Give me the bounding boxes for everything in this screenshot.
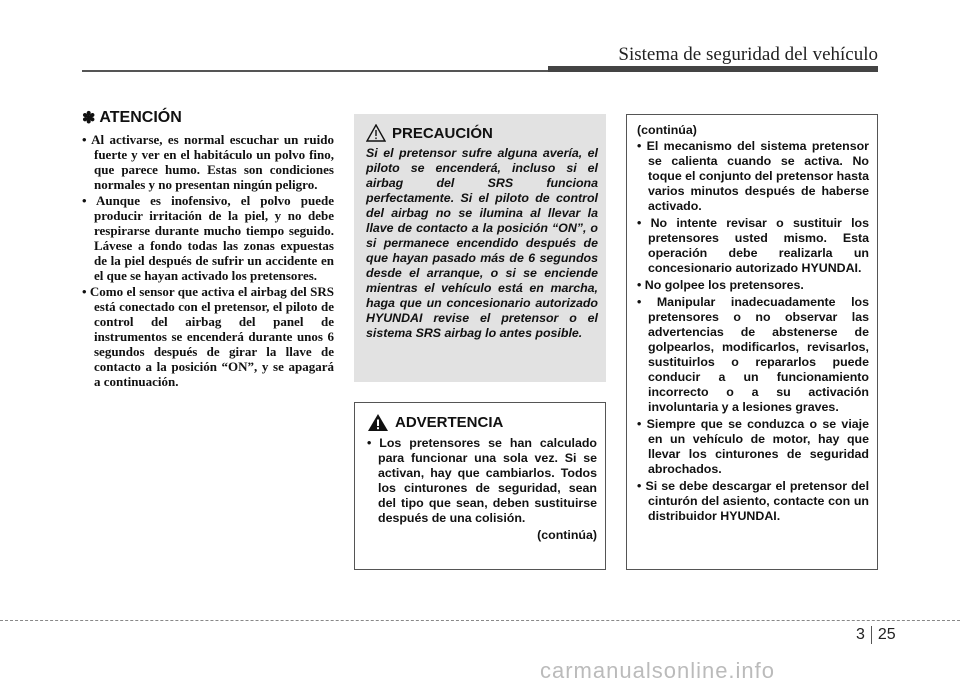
warning-list bbox=[367, 436, 597, 526]
attention-section bbox=[82, 108, 334, 390]
caution-title: PRECAUCIÓN bbox=[392, 124, 493, 142]
section-title: Sistema de seguridad del vehículo bbox=[618, 44, 878, 65]
continues-label: (continúa) bbox=[537, 528, 597, 542]
page-number bbox=[856, 626, 896, 644]
list-item: • Siempre que se conduzca o se viaje en un vehículo de motor, hay que llevar los cinturones de seguridad abrochados. bbox=[637, 417, 869, 477]
warning-outline-icon bbox=[366, 124, 386, 142]
asterisk-icon: ✽ bbox=[82, 110, 96, 127]
list-item: • Manipular inadecuadamente los pretensores o no observar las advertencias de abstenerse de golpearlos, modificarlos, revisarlos, sustituirlos o repararlos puede conducir a un funcionamiento incorrecto o a su activación involuntaria y a lesiones graves. bbox=[637, 295, 869, 415]
footer-rule bbox=[0, 620, 960, 621]
attention-list bbox=[82, 132, 334, 389]
list-item: • El mecanismo del sistema pretensor se calienta cuando se activa. No toque el conjunto del pretensor hasta varios minutos después de haberse activado. bbox=[637, 139, 869, 214]
chapter-number: 3 bbox=[856, 626, 865, 643]
watermark: carmanualsonline.info bbox=[540, 658, 776, 683]
list-item: • Si se debe descargar el pretensor del cinturón del asiento, contacte con un distribuidor HYUNDAI. bbox=[637, 479, 869, 524]
page-number-value: 25 bbox=[877, 626, 896, 643]
warning-heading bbox=[367, 413, 597, 432]
list-item: • Como el sensor que activa el airbag del SRS está conectado con el pretensor, el piloto de control del airbag del panel de instrumentos se encenderá durante unos 6 segundos después de girar la llave de contacto a la posición “ON”, y se apagará a continuación. bbox=[82, 284, 334, 389]
caution-text: Si el pretensor sufre alguna avería, el piloto se encenderá, incluso si el airbag del SRS funciona perfectamente. Si el piloto de control del airbag no se ilumina al llevar la llave de contacto a la posición “ON”, o si permanece encendido después de que hayan pasado más de 6 segundos desde el arranque, o si se enciende mientras el vehículo está en marcha, haga que un concesionario autorizado HYUNDAI revise el pretensor o el sistema SRS airbag lo antes posible. bbox=[366, 146, 598, 340]
continued-list bbox=[637, 139, 869, 524]
warning-filled-icon bbox=[367, 413, 389, 432]
continued-box bbox=[626, 114, 878, 570]
warning-box bbox=[354, 402, 606, 570]
page-divider bbox=[871, 626, 872, 644]
list-item: • Al activarse, es normal escuchar un ruido fuerte y ver en el habitáculo un polvo fino, que parece humo. Estas son condiciones normales y no presentan ningún peligro. bbox=[82, 132, 334, 192]
list-item: • No intente revisar o sustituir los pretensores usted mismo. Esta operación debe realizarla un concesionario autorizado HYUNDAI. bbox=[637, 216, 869, 276]
attention-title: ATENCIÓN bbox=[99, 109, 182, 126]
warning-title: ADVERTENCIA bbox=[395, 414, 504, 431]
caution-heading bbox=[366, 124, 598, 142]
header-rule-accent bbox=[548, 66, 878, 72]
attention-heading bbox=[82, 108, 334, 128]
continued-heading: (continúa) bbox=[637, 123, 697, 137]
list-item: • Aunque es inofensivo, el polvo puede producir irritación de la piel, y no debe respirarse durante mucho tiempo seguido. Lávese a fondo todas las zonas expuestas de la piel después de sufrir un accidente en el que se hayan activado los pretensores. bbox=[82, 193, 334, 283]
list-item: • No golpee los pretensores. bbox=[637, 278, 869, 293]
list-item: • Los pretensores se han calculado para funcionar una sola vez. Si se activan, hay que cambiarlos. Todos los cinturones de seguridad, sean del tipo que sean, deben sustituirse después de una colisión. bbox=[367, 436, 597, 526]
caution-box bbox=[354, 114, 606, 382]
